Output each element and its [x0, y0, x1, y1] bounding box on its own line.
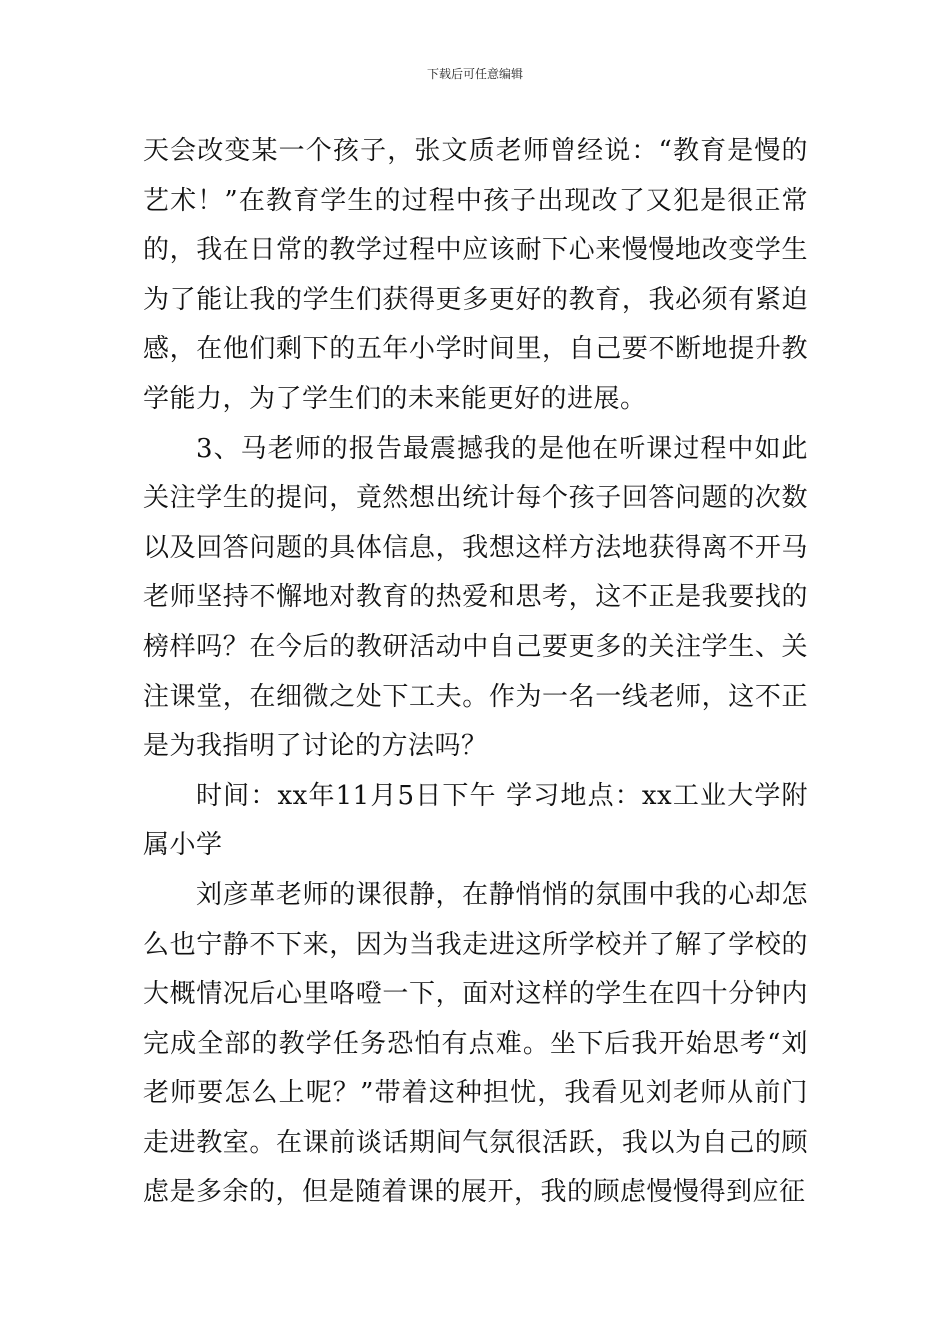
paragraph-point-3: 3、马老师的报告最震撼我的是他在听课过程中如此关注学生的提问，竟然想出统计每个孩子回答问题的次数以及回答问题的具体信息，我想这样方法地获得离不开马老师坚持不懈地对教育的热爱和思考，这不正是我要找的榜样吗？在今后的教研活动中自己要更多的关注学生、关注课堂，在细微之处下工夫。作为一名一线老师，这不正是为我指明了讨论的方法吗？: [143, 433, 808, 762]
document-body: [143, 127, 808, 1218]
paragraph-time-location: 时间：xx年11月5日下午 学习地点：xx工业大学附属小学: [143, 780, 808, 861]
paragraph-continuation: 天会改变某一个孩子，张文质老师曾经说：“教育是慢的艺术！”在教育学生的过程中孩子出现改了又犯是很正常的，我在日常的教学过程中应该耐下心来慢慢地改变学生为了能让我的学生们获得更多更好的教育，我必须有紧迫感，在他们剩下的五年小学时间里，自己要不断地提升教学能力，为了学生们的未来能更好的进展。: [143, 136, 808, 414]
paragraph-lesson-observation: 刘彦革老师的课很静，在静悄悄的氛围中我的心却怎么也宁静不下来，因为当我走进这所学校并了解了学校的大概情况后心里咯噔一下，面对这样的学生在四十分钟内完成全部的教学任务恐怕有点难。坐下后我开始思考“刘老师要怎么上呢？”带着这种担忧，我看见刘老师从前门走进教室。在课前谈话期间气氛很活跃，我以为自己的顾虑是多余的，但是随着课的展开，我的顾虑慢慢得到应征: [143, 879, 808, 1208]
page-header: 下载后可任意编辑: [426, 67, 523, 81]
